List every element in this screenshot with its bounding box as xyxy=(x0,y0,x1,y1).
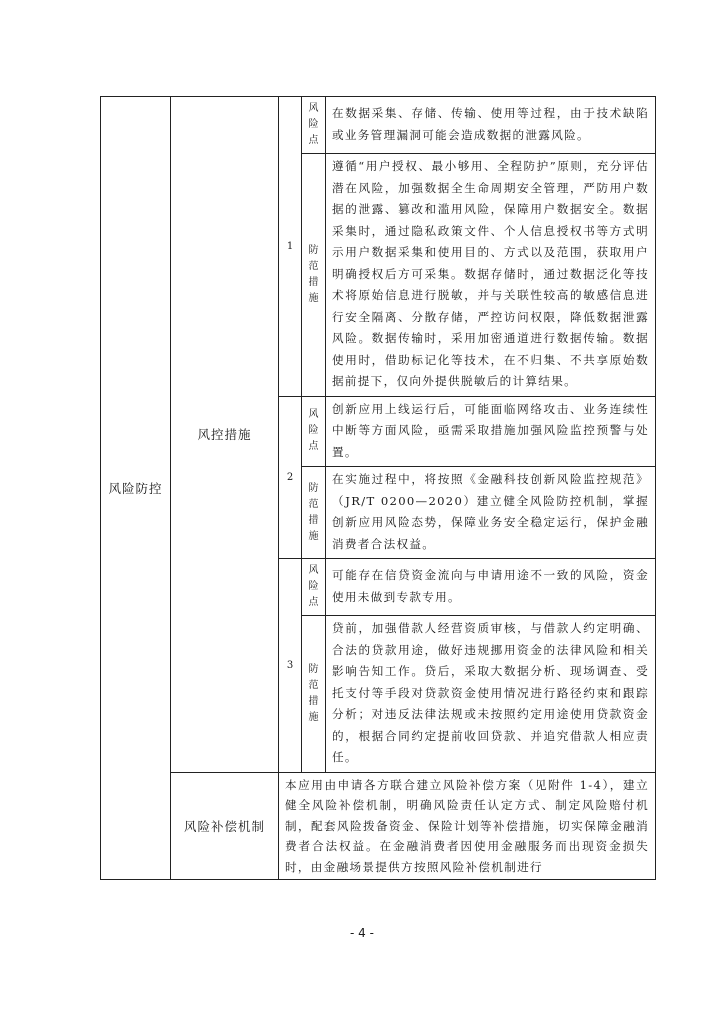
table-row xyxy=(101,772,656,880)
prevention-label: 防 范 措 施 xyxy=(302,616,326,773)
prevention-text: 在实施过程中，将按照《金融科技创新风险监控规范》（JR/T 0200—2020）建立健全风险防控机制，掌握创新应用风险态势，保障业务安全稳定运行，保护金融消费者合法权益。 xyxy=(326,467,656,559)
item-number: 1 xyxy=(279,97,302,397)
category-label: 风险防控 xyxy=(108,481,163,496)
risk-point-text: 可能存在信贷资金流向与申请用途不一致的风险，资金使用未做到专款专用。 xyxy=(326,559,656,616)
risk-control-table xyxy=(100,96,656,880)
item-number: 3 xyxy=(279,559,302,773)
table-row xyxy=(101,97,656,154)
subcategory-controls-label: 风控措施 xyxy=(197,427,252,443)
prevention-text: 遵循“用户授权、最小够用、全程防护”原则，充分评估潜在风险，加强数据全生命周期安全管理，严防用户数据的泄露、篡改和滥用风险，保障用户数据安全。数据采集时，通过隐私政策文件、个人信息授权书等方式明示用户数据采集和使用目的、方式以及范围，获取用户明确授权后方可采集。数据存储时，通过数据泛化等技术将原始信息进行脱敏，并与关联性较高的敏感信息进行安全隔离、分散存储，严控访问权限，降低数据泄露风险。数据传输时，采用加密通道进行数据传输。数据使用时，借助标记化等技术，在不归集、不共享原始数据前提下，仅向外提供脱敏后的计算结果。 xyxy=(326,154,656,397)
risk-point-label: 风 险 点 xyxy=(302,97,326,154)
page-number: - 4 - xyxy=(350,926,374,940)
document-page xyxy=(100,96,656,880)
item-number: 2 xyxy=(279,396,302,559)
risk-point-label: 风 险 点 xyxy=(302,559,326,616)
subcategory-compensation-cell xyxy=(171,772,279,880)
risk-point-label: 风 险 点 xyxy=(302,396,326,467)
subcategory-controls-cell xyxy=(171,97,279,773)
subcategory-compensation-label: 风险补偿机制 xyxy=(183,818,265,834)
prevention-label: 防 范 措 施 xyxy=(302,154,326,397)
prevention-text: 贷前，加强借款人经营资质审核，与借款人约定明确、合法的贷款用途，做好违规挪用资金的法律风险和相关影响告知工作。贷后，采取大数据分析、现场调查、受托支付等手段对贷款资金使用情况进行路径约束和跟踪分析；对违反法律法规或未按照约定用途使用贷款资金的，根据合同约定提前收回贷款、并追究借款人相应责任。 xyxy=(326,616,656,773)
prevention-label: 防 范 措 施 xyxy=(302,467,326,559)
compensation-text: 本应用由申请各方联合建立风险补偿方案（见附件 1-4），建立健全风险补偿机制，明确风险责任认定方式、制定风险赔付机制，配套风险拨备资金、保险计划等补偿措施，切实保障金融消费者合法权益。在金融消费者因使用金融服务而出现资金损失时，由金融场景提供方按照风险补偿机制进行 xyxy=(279,772,656,880)
risk-point-text: 创新应用上线运行后，可能面临网络攻击、业务连续性中断等方面风险，亟需采取措施加强风险监控预警与处置。 xyxy=(326,396,656,467)
category-cell xyxy=(101,97,171,880)
risk-point-text: 在数据采集、存储、传输、使用等过程，由于技术缺陷或业务管理漏洞可能会造成数据的泄露风险。 xyxy=(326,97,656,154)
